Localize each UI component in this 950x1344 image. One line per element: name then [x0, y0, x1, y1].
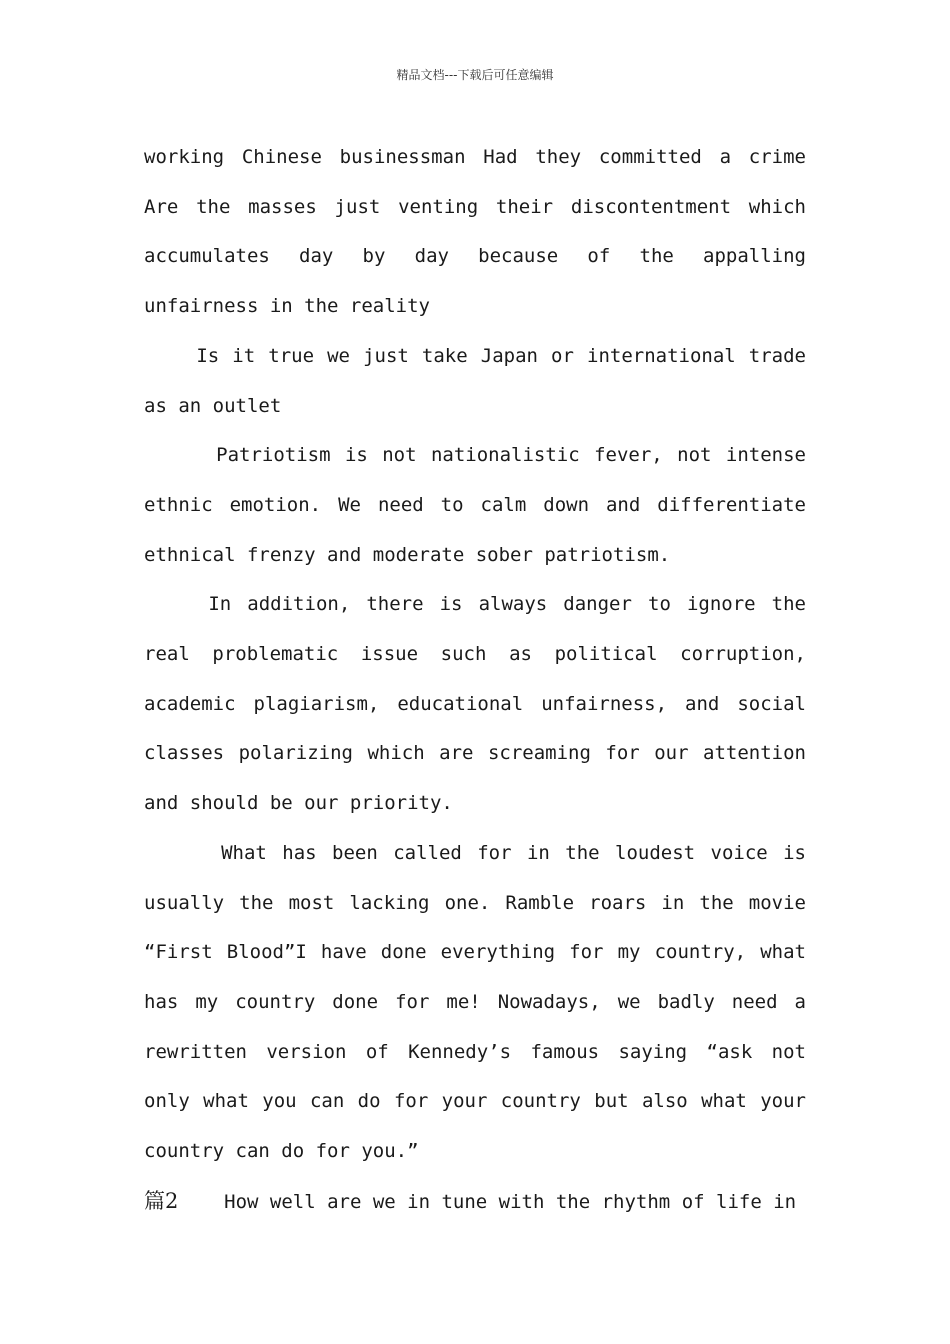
paragraph-1: working Chinese businessman Had they committed a crime Are the masses just venting their discontentment which accumulates day by day because of the appalling unfairness in the reality [144, 146, 818, 318]
paragraph-2: Is it true we just take Japan or international trade as an outlet [144, 344, 818, 417]
document-body [144, 133, 818, 1227]
section-first-line: How well are we in tune with the rhythm of life in [178, 1190, 797, 1213]
paragraph-5: What has been called for in the loudest voice is usually the most lacking one. Ramble roars in the movie “First Blood”I have done everything for my country, what has my country done for me! Nowadays, we badly need a rewritten version of Kennedy’s famous saying “ask not only what you can do for your country but also what your country can do for you.” [144, 841, 818, 1163]
section-marker: 篇2 [144, 1188, 179, 1213]
page-header: 精品文档---下载后可任意编辑 [396, 68, 554, 82]
paragraph-3: Patriotism is not nationalistic fever, not intense ethnic emotion. We need to calm down and differentiate ethnical frenzy and moderate sober patriotism. [144, 444, 818, 566]
paragraph-4: In addition, there is always danger to ignore the real problematic issue such as political corruption, academic plagiarism, educational unfairness, and social classes polarizing which are screaming for our attention and should be our priority. [144, 593, 818, 815]
section-start-line [144, 1177, 806, 1228]
